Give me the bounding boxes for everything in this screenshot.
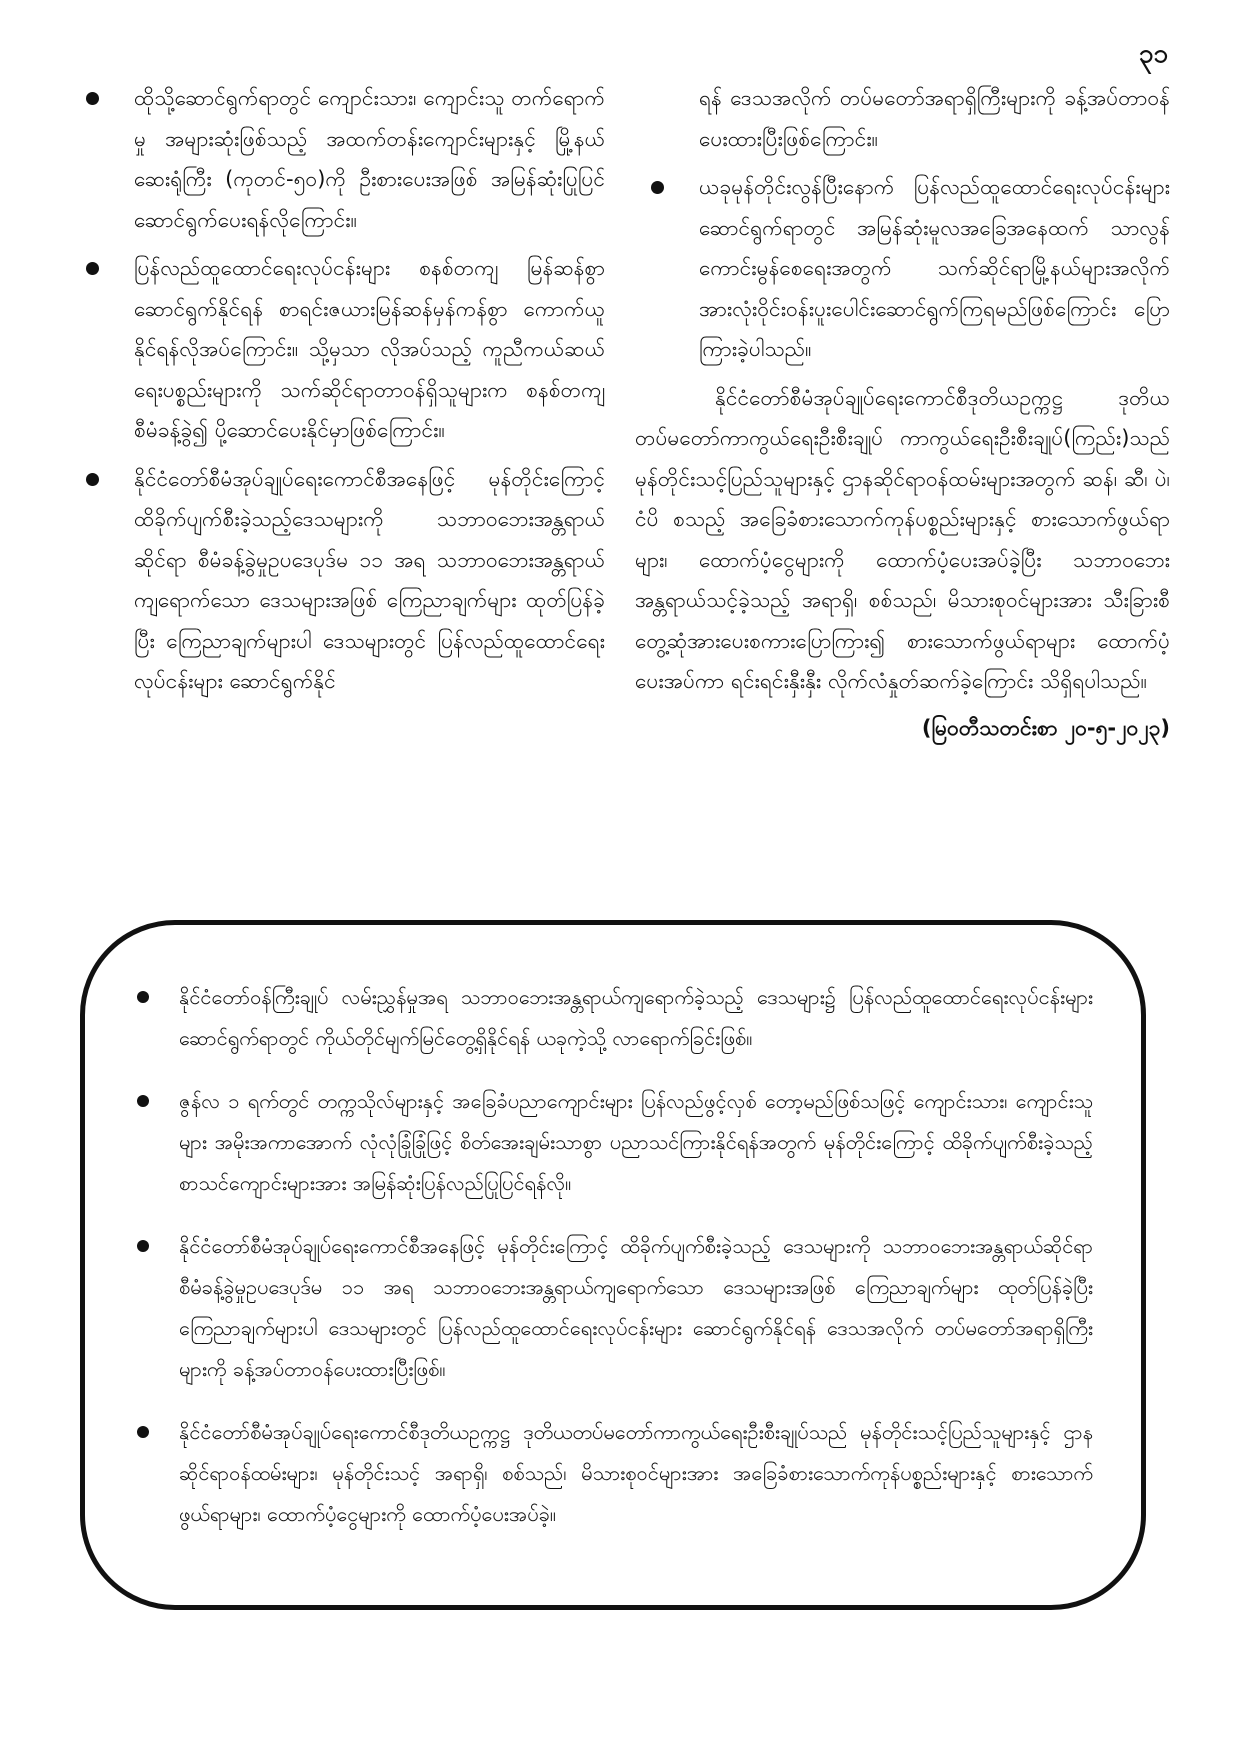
list-item-continuation: ရန် ဒေသအလိုက် တပ်မတော်အရာရှိကြီးများကို ခန့်အပ်တာဝန်ပေးထားပြီးဖြစ်ကြောင်း။ [699,86,1170,151]
list-item: နိုင်ငံတော်စီမံအုပ်ချုပ်ရေးကောင်စီအနေဖြင့် မုန်တိုင်းကြောင့် ထိခိုက်ပျက်စီးခဲ့သည့်ဒေသများကို သဘာဝဘေးအန္တရာယ်ဆိုင်ရာ စီမံခန့်ခွဲမှုဥပဒေပုဒ်မ ၁၁ အရ သဘာဝဘေးအန္တရာယ်ကျရောက်သော ဒေသများအဖြစ် ကြေညာချက်များ ထုတ်ပြန်ခဲ့ပြီး ကြေညာချက်များပါ ဒေသများတွင် ပြန်လည်ထူထောင်ရေးလုပ်ငန်းများ ဆောင်ရွက်နိုင် [70,459,605,702]
body-paragraph: နိုင်ငံတော်စီမံအုပ်ချုပ်ရေးကောင်စီဒုတိယဥက္ကဋ္ဌ ဒုတိယတပ်မတော်ကာကွယ်ရေးဦးစီးချုပ် ကာကွယ်ရေးဦးစီးချုပ်(ကြည်း)သည် မုန်တိုင်းသင့်ပြည်သူများနှင့် ဌာနဆိုင်ရာဝန်ထမ်းများအတွက် ဆန်၊ ဆီ၊ ပဲ၊ ငံပိ စသည့် အခြေခံစားသောက်ကုန်ပစ္စည်းများနှင့် စားသောက်ဖွယ်ရာများ၊ ထောက်ပံ့ငွေများကို ထောက်ပံ့ပေးအပ်ခဲ့ပြီး သဘာဝဘေး အန္တရာယ်သင့်ခဲ့သည့် အရာရှိ၊ စစ်သည်၊ မိသားစုဝင်များအား သီးခြားစီတွေ့ဆုံအားပေးစကားပြောကြား၍ စားသောက်ဖွယ်ရာများ ထောက်ပံ့ပေးအပ်ကာ ရင်းရင်းနှီးနှီး လိုက်လံနှုတ်ဆက်ခဲ့ကြောင်း သိရှိရပါသည်။ [635,385,1170,693]
page-number: ၃၁ [1138,39,1168,69]
summary-box [80,920,1146,1610]
list-item: နိုင်ငံတော်စီမံအုပ်ချုပ်ရေးကောင်စီဒုတိယဥက္ကဋ္ဌ ဒုတိယတပ်မတော်ကာကွယ်ရေးဦးစီးချုပ်သည် မုန်တိုင်းသင့်ပြည်သူများနှင့် ဌာနဆိုင်ရာဝန်ထမ်းများ၊ မုန်တိုင်းသင့် အရာရှိ၊ စစ်သည်၊ မိသားစုဝင်များအား အခြေခံစားသောက်ကုန်ပစ္စည်းများနှင့် စားသောက်ဖွယ်ရာများ၊ ထောက်ပံ့ငွေများကို ထောက်ပံ့ပေးအပ်ခဲ့။ [131,1412,1093,1535]
left-column [70,78,605,908]
list-item: ဇွန်လ ၁ ရက်တွင် တက္ကသိုလ်များနှင့် အခြေခံပညာကျောင်းများ ပြန်လည်ဖွင့်လှစ် တော့မည်ဖြစ်သဖြင့် ကျောင်းသား၊ ကျောင်းသူများ အမိုးအကာအောက် လုံလုံခြုံခြုံဖြင့် စိတ်အေးချမ်းသာစွာ ပညာသင်ကြားနိုင်ရန်အတွက် မုန်တိုင်းကြောင့် ထိခိုက်ပျက်စီးခဲ့သည့် စာသင်ကျောင်းများအား အမြန်ဆုံးပြန်လည်ပြုပြင်ရန်လို။ [131,1081,1093,1204]
list-item: နိုင်ငံတော်စီမံအုပ်ချုပ်ရေးကောင်စီအနေဖြင့် မုန်တိုင်းကြောင့် ထိခိုက်ပျက်စီးခဲ့သည့် ဒေသများကို သဘာဝဘေးအန္တရာယ်ဆိုင်ရာ စီမံခန့်ခွဲမှုဥပဒေပုဒ်မ ၁၁ အရ သဘာဝဘေးအန္တရာယ်ကျရောက်သော ဒေသများအဖြစ် ကြေညာချက်များ ထုတ်ပြန်ခဲ့ပြီး ကြေညာချက်များပါ ဒေသများတွင် ပြန်လည်ထူထောင်ရေးလုပ်ငန်းများ ဆောင်ရွက်နိုင်ရန် ဒေသအလိုက် တပ်မတော်အရာရှိကြီးများကို ခန့်အပ်တာဝန်ပေးထားပြီးဖြစ်။ [131,1226,1093,1390]
list-item: ယခုမုန်တိုင်းလွန်ပြီးနောက် ပြန်လည်ထူထောင်ရေးလုပ်ငန်းများ ဆောင်ရွက်ရာတွင် အမြန်ဆုံးမူလအခြေအနေထက် သာလွန်ကောင်းမွန်စေရေးအတွက် သက်ဆိုင်ရာမြို့နယ်များအလိုက် အားလုံးဝိုင်းဝန်းပူးပေါင်းဆောင်ရွက်ကြရမည်ဖြစ်ကြောင်း ပြောကြားခဲ့ပါသည်။ [635,167,1170,370]
right-bullet-list [635,78,1170,370]
article-columns [70,78,1170,908]
list-item: ပြန်လည်ထူထောင်ရေးလုပ်ငန်းများ စနစ်တကျ မြန်ဆန်စွာ ဆောင်ရွက်နိုင်ရန် စာရင်းဇယားမြန်ဆန်မှန်ကန်စွာ ကောက်ယူနိုင်ရန်လိုအပ်ကြောင်း။ သို့မှသာ လိုအပ်သည့် ကူညီကယ်ဆယ်ရေးပစ္စည်းများကို သက်ဆိုင်ရာတာဝန်ရှိသူများက စနစ်တကျ စီမံခန့်ခွဲ၍ ပို့ဆောင်ပေးနိုင်မှာဖြစ်ကြောင်း။ [70,248,605,451]
right-column [635,78,1170,908]
summary-bullet-list [131,977,1093,1535]
left-bullet-list [70,78,605,702]
list-item: ထိုသို့ဆောင်ရွက်ရာတွင် ကျောင်းသား၊ ကျောင်းသူ တက်ရောက်မှု အများဆုံးဖြစ်သည့် အထက်တန်းကျောင်းများနှင့် မြို့နယ်ဆေးရုံကြီး (ကုတင်-၅၀)ကို ဦးစားပေးအဖြစ် အမြန်ဆုံးပြုပြင်ဆောင်ရွက်ပေးရန်လိုကြောင်း။ [70,78,605,240]
list-item: နိုင်ငံတော်ဝန်ကြီးချုပ် လမ်းညွှန်မှုအရ သဘာဝဘေးအန္တရာယ်ကျရောက်ခဲ့သည့် ဒေသများ၌ ပြန်လည်ထူထောင်ရေးလုပ်ငန်းများ ဆောင်ရွက်ရာတွင် ကိုယ်တိုင်မျက်မြင်တွေ့ရှိနိုင်ရန် ယခုကဲ့သို့ လာရောက်ခြင်းဖြစ်။ [131,977,1093,1059]
source-citation: (မြဝတီသတင်းစာ ၂၀-၅-၂၀၂၃) [921,715,1170,740]
